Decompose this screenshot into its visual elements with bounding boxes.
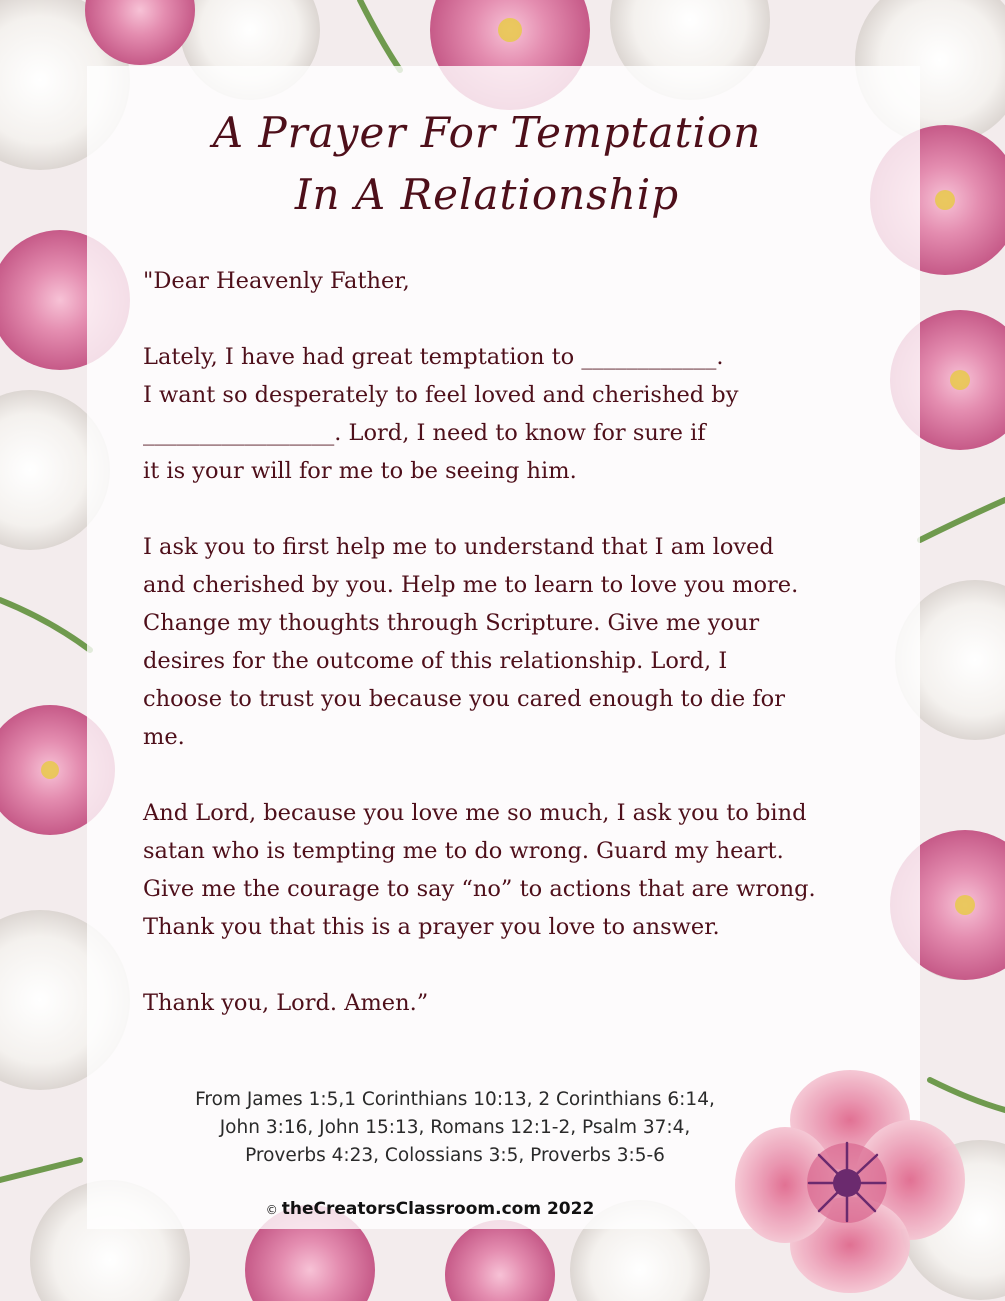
paragraph-2-line: and cherished by you. Help me to learn to love you more. [143,572,799,598]
copyright-notice [230,1199,630,1219]
paragraph-3-line: Thank you that this is a prayer you love to answer. [143,914,720,940]
paragraph-1-line: _________________. Lord, I need to know for sure if [143,420,706,446]
reference-line: From James 1:5,1 Corinthians 10:13, 2 Corinthians 6:14, [195,1089,715,1110]
paragraph-2-line: me. [143,724,185,750]
paragraph-2 [143,528,883,756]
reference-line: John 3:16, John 15:13, Romans 12:1-2, Psalm 37:4, [219,1117,691,1138]
closing-line: Thank you, Lord. Amen.” [143,990,429,1016]
reference-line: Proverbs 4:23, Colossians 3:5, Proverbs 3:5-6 [245,1145,665,1166]
copyright-text: theCreatorsClassroom.com 2022 [281,1199,595,1219]
closing-paragraph [143,984,883,1022]
paragraph-3-line: satan who is tempting me to do wrong. Guard my heart. [143,838,784,864]
paragraph-3-line: Give me the courage to say “no” to actions that are wrong. [143,876,816,902]
document-title [87,102,887,226]
paragraph-1-line: I want so desperately to feel loved and cherished by [143,382,739,408]
copyright-icon: © [265,1203,278,1217]
paragraph-2-line: choose to trust you because you cared enough to die for [143,686,785,712]
paragraph-2-line: I ask you to first help me to understand that I am loved [143,534,774,560]
paragraph-2-line: desires for the outcome of this relationship. Lord, I [143,648,728,674]
paragraph-3 [143,794,883,946]
prayer-body [143,262,883,1060]
title-line-2: In A Relationship [294,170,680,219]
paragraph-1 [143,338,883,490]
paragraph-3-line: And Lord, because you love me so much, I ask you to bind [143,800,807,826]
title-line-1: A Prayer For Temptation [212,108,762,157]
paragraph-2-line: Change my thoughts through Scripture. Give me your [143,610,760,636]
paragraph-1-line: Lately, I have had great temptation to ____________. [143,344,724,370]
paragraph-1-line: it is your will for me to be seeing him. [143,458,577,484]
scripture-references [120,1086,790,1170]
greeting-paragraph [143,262,883,300]
greeting-line: "Dear Heavenly Father, [143,268,410,294]
